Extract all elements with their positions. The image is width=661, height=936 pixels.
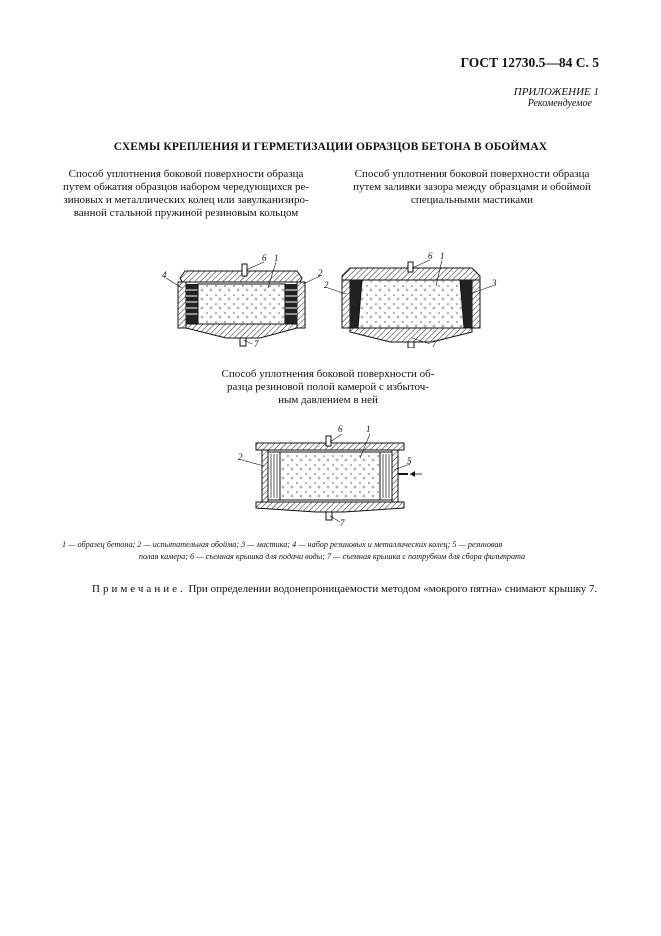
method2-description bbox=[342, 168, 602, 207]
holder-right-wall bbox=[472, 280, 480, 328]
method1-description bbox=[58, 168, 314, 220]
callout-label: 2 bbox=[238, 452, 243, 462]
holder-right-wall bbox=[392, 450, 398, 502]
method3-description bbox=[197, 368, 459, 407]
method3-line: ным давлением в ней bbox=[278, 394, 378, 406]
water-inlet-pipe bbox=[408, 262, 413, 272]
holder-left-wall bbox=[262, 450, 268, 502]
filtrate-pipe bbox=[326, 512, 332, 520]
method1-line: Способ уплотнения боковой поверхности образца bbox=[68, 168, 304, 180]
method1-line: путем обжатия образцов набором чередующихся ре- bbox=[62, 181, 310, 193]
callout-label: 1 bbox=[366, 424, 371, 434]
bottom-cover bbox=[256, 502, 404, 512]
holder-left-wall bbox=[342, 280, 350, 328]
holder-right-wall bbox=[297, 282, 305, 328]
appendix-label: ПРИЛОЖЕНИЕ 1 bbox=[513, 86, 599, 98]
filtrate-pipe bbox=[408, 342, 414, 348]
figure-mastic-seal bbox=[320, 248, 505, 348]
method3-line: разца резиновой полой камерой с избыточ- bbox=[227, 381, 429, 393]
concrete-sample bbox=[280, 452, 380, 500]
method1-line: зиновых и металлических колец или завулканизиро- bbox=[63, 194, 309, 206]
method3-line: Способ уплотнения боковой поверхности об- bbox=[221, 368, 435, 380]
callout-label: 6 bbox=[262, 253, 267, 263]
note-label: Примечание. bbox=[92, 583, 186, 595]
concrete-sample bbox=[358, 280, 464, 328]
figure-ring-seal bbox=[160, 248, 330, 348]
callout-label: 4 bbox=[162, 270, 167, 280]
water-inlet-pipe bbox=[326, 436, 331, 446]
top-cover bbox=[180, 271, 302, 282]
holder-left-wall bbox=[178, 282, 186, 328]
legend-line: 1 — образец бетона; 2 — испытательная обойма; 3 — мастика; 4 — набор резиновых и металлических колец; 5 — резиновая bbox=[62, 540, 503, 549]
callout-label: 6 bbox=[338, 424, 343, 434]
callout-label: 7 bbox=[254, 339, 259, 348]
method2-line: Способ уплотнения боковой поверхности образца bbox=[354, 168, 590, 180]
recommended-label: Рекомендуемое bbox=[527, 98, 592, 109]
callout-label: 7 bbox=[432, 339, 437, 348]
filtrate-pipe bbox=[240, 338, 246, 346]
legend-line: полая камера; 6 — съемная крышка для подачи воды; 7 — съемная крышка с патрубком для сбора фильтрата bbox=[138, 552, 526, 561]
note bbox=[92, 583, 612, 595]
pressure-arrowhead bbox=[410, 471, 415, 477]
gost-reference: ГОСТ 12730.5—84 С. 5 bbox=[460, 55, 599, 70]
callout-label: 1 bbox=[440, 251, 445, 261]
callout-label: 1 bbox=[274, 253, 279, 263]
method2-line: путем заливки зазора между образцами и обоймой bbox=[353, 181, 591, 193]
bottom-cover bbox=[186, 324, 297, 338]
concrete-sample bbox=[198, 284, 285, 324]
callout-label: 3 bbox=[492, 278, 497, 288]
callout-label: 2 bbox=[324, 280, 329, 290]
figure-legend bbox=[62, 539, 602, 563]
bottom-cover bbox=[350, 328, 472, 342]
callout-label: 6 bbox=[428, 251, 433, 261]
callout-label: 2 bbox=[318, 268, 323, 278]
page-title: СХЕМЫ КРЕПЛЕНИЯ И ГЕРМЕТИЗАЦИИ ОБРАЗЦОВ БЕТОНА В ОБОЙМАХ bbox=[113, 141, 548, 153]
callout-label: 7 bbox=[340, 518, 345, 528]
method1-line: ванной стальной пружиной резиновым кольцом bbox=[73, 207, 299, 219]
figure-chamber-seal bbox=[232, 418, 432, 528]
callout-label: 5 bbox=[407, 456, 412, 466]
note-text: При определении водонепроницаемости методом «мокрого пятна» снимают крышку 7. bbox=[185, 583, 598, 595]
method2-line: специальными мастиками bbox=[410, 194, 534, 206]
